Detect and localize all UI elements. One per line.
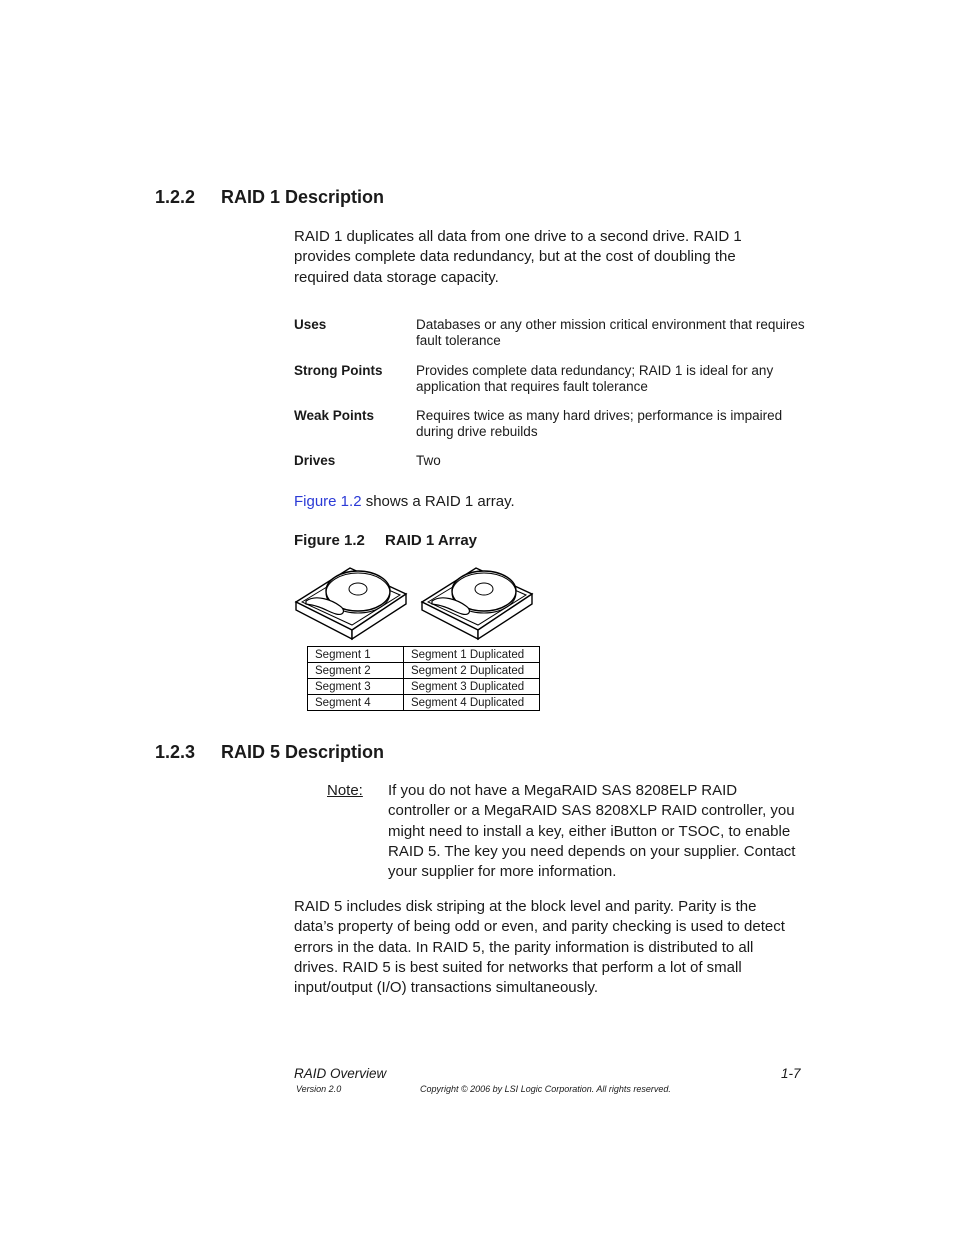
table-cell: Segment 4 Duplicated: [404, 695, 540, 711]
figure-caption-number: Figure 1.2: [294, 532, 365, 549]
raid5-body: RAID 5 includes disk striping at the block level and parity. Parity is the data’s property of being odd or even, and parity checking is used to detect errors in the data. In RAID 5, the parity information is distributed to all drives. RAID 5 is best suited for networks that perform a lot of small input/output (I/O) transactions simultaneously.: [294, 898, 785, 997]
hard-drive-icon: [420, 564, 534, 642]
note-label: Note:: [327, 782, 363, 799]
def-desc-drives: Two: [416, 453, 441, 468]
table-cell: Segment 1: [308, 647, 404, 663]
table-row: [308, 679, 540, 695]
def-term-drives: Drives: [294, 453, 336, 468]
def-desc-strong-points: Provides complete data redundancy; RAID 1 is ideal for any application that requires fault tolerance: [416, 363, 774, 394]
def-desc-weak-points: Requires twice as many hard drives; performance is impaired during drive rebuilds: [416, 408, 783, 439]
footer-copyright: Copyright © 2006 by LSI Logic Corporation. All rights reserved.: [420, 1084, 671, 1094]
section-title: RAID 1 Description: [221, 187, 385, 207]
raid1-intro: RAID 1 duplicates all data from one drive to a second drive. RAID 1 provides complete data redundancy, but at the cost of doubling the required data storage capacity.: [294, 228, 742, 286]
def-term-strong-points: Strong Points: [294, 363, 383, 378]
table-cell: Segment 2 Duplicated: [404, 663, 540, 679]
figure-reference-text: shows a RAID 1 array.: [361, 493, 515, 510]
section-number: 1.2.3: [155, 742, 196, 762]
footer-title: RAID Overview: [294, 1066, 387, 1081]
page-number: 1-7: [781, 1066, 801, 1081]
figure-reference: [294, 492, 515, 512]
table-row: [308, 695, 540, 711]
figure-caption-title: RAID 1 Array: [385, 532, 478, 549]
table-cell: Segment 4: [308, 695, 404, 711]
table-cell: Segment 2: [308, 663, 404, 679]
table-cell: Segment 3 Duplicated: [404, 679, 540, 695]
figure-link[interactable]: Figure 1.2: [294, 493, 362, 510]
def-term-weak-points: Weak Points: [294, 408, 375, 423]
table-row: [308, 663, 540, 679]
section-heading-raid5: [155, 742, 555, 766]
section-title: RAID 5 Description: [221, 742, 385, 762]
footer-version: Version 2.0: [296, 1084, 342, 1094]
def-term-uses: Uses: [294, 317, 327, 332]
table-cell: Segment 1 Duplicated: [404, 647, 540, 663]
figure-caption: [294, 532, 477, 549]
note-text: If you do not have a MegaRAID SAS 8208ELP RAID controller or a MegaRAID SAS 8208XLP RAID controller, you might need to install a key, either iButton or TSOC, to enable RAID 5. The key you need depends on your supplier. Contact your supplier for more information.: [388, 782, 796, 881]
section-heading-raid1: [155, 187, 555, 211]
table-cell: Segment 3: [308, 679, 404, 695]
hard-drive-icon: [294, 564, 408, 642]
section-number: 1.2.2: [155, 187, 196, 207]
segment-table: [307, 646, 540, 711]
table-row: [308, 647, 540, 663]
def-desc-uses: Databases or any other mission critical environment that requires fault tolerance: [416, 317, 805, 348]
